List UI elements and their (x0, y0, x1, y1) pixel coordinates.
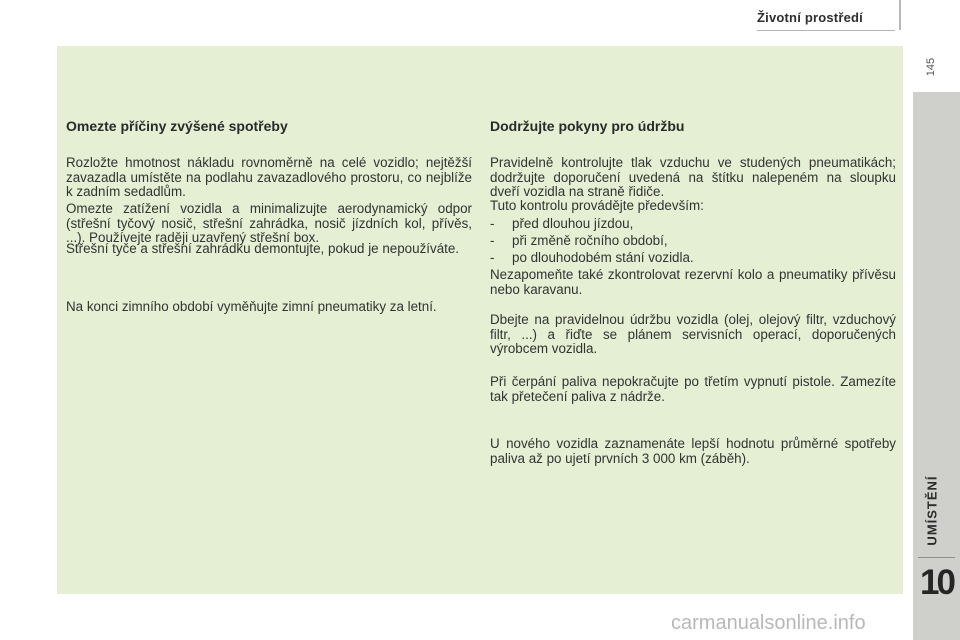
right-paragraph-maintenance: Dbejte na pravidelnou údržbu vozidla (olej, olejový filtr, vzduchový filtr, ...) a řiďte se plánem servisních operací, doporučených výrobcem vozidla. (490, 312, 896, 356)
right-paragraph-check-intro: Tuto kontrolu provádějte především: (490, 198, 704, 213)
right-paragraph-spare-wheel: Nezapomeňte také zkontrolovat rezervní kolo a pneumatiky přívěsu nebo karavanu. (490, 267, 896, 297)
right-column-heading: Dodržujte pokyny pro údržbu (490, 118, 685, 134)
left-paragraph-load-distribution: Rozložte hmotnost nákladu rovnoměrně na celé vozidlo; nejtěžší zavazadla umístěte na podlahu zavazadlového prostoru, co nejblíže k zadním sedadlům. (66, 155, 472, 199)
right-paragraph-tyre-pressure: Pravidelně kontrolujte tlak vzduchu ve studených pneumatikách; dodržujte doporučení uvedená na štítku nalepeném na sloupku dveří vozidla na straně řidiče. (490, 155, 896, 199)
list-item (490, 217, 633, 232)
left-paragraph-winter-tyres: Na konci zimního období vyměňujte zimní pneumatiky za letní. (66, 299, 437, 314)
header-vertical-divider (899, 0, 901, 30)
bullet-marker: - (490, 233, 495, 248)
page-header-title: Životní prostředí (757, 10, 863, 25)
right-paragraph-new-vehicle: U nového vozidla zaznamenáte lepší hodnotu průměrné spotřeby paliva až po ujetí prvních 3 000 km (záběh). (490, 436, 896, 466)
list-item (490, 234, 668, 249)
left-paragraph-roof-bars: Střešní tyče a střešní zahrádku demontujte, pokud je nepoužíváte. (66, 241, 460, 256)
chapter-number: 10 (920, 563, 953, 602)
content-panel (57, 46, 903, 594)
list-item-text: před dlouhou jízdou, (512, 216, 634, 231)
left-column-heading: Omezte příčiny zvýšené spotřeby (66, 118, 288, 134)
list-item (490, 251, 694, 266)
side-tab-divider (918, 557, 955, 558)
page-number: 145 (925, 57, 937, 77)
list-item-text: po dlouhodobém stání vozidla. (512, 250, 694, 265)
right-paragraph-refuelling: Při čerpání paliva nepokračujte po třetím vypnutí pistole. Zamezíte tak přetečení paliva z nádrže. (490, 374, 896, 404)
header-divider (757, 30, 895, 31)
bullet-marker: - (490, 216, 495, 231)
bullet-marker: - (490, 250, 495, 265)
left-paragraph-aero-drag: Omezte zatížení vozidla a minimalizujte aerodynamický odpor (střešní tyčový nosič, střešní zahrádka, nosič jízdních kol, přívěs, ...). Používejte raději uzavřený střešní box. (66, 201, 472, 245)
chapter-section-label: UMÍSTĚNÍ (924, 475, 940, 546)
watermark: carmanualsonline.info (671, 612, 866, 634)
list-item-text: při změně ročního období, (512, 233, 668, 248)
